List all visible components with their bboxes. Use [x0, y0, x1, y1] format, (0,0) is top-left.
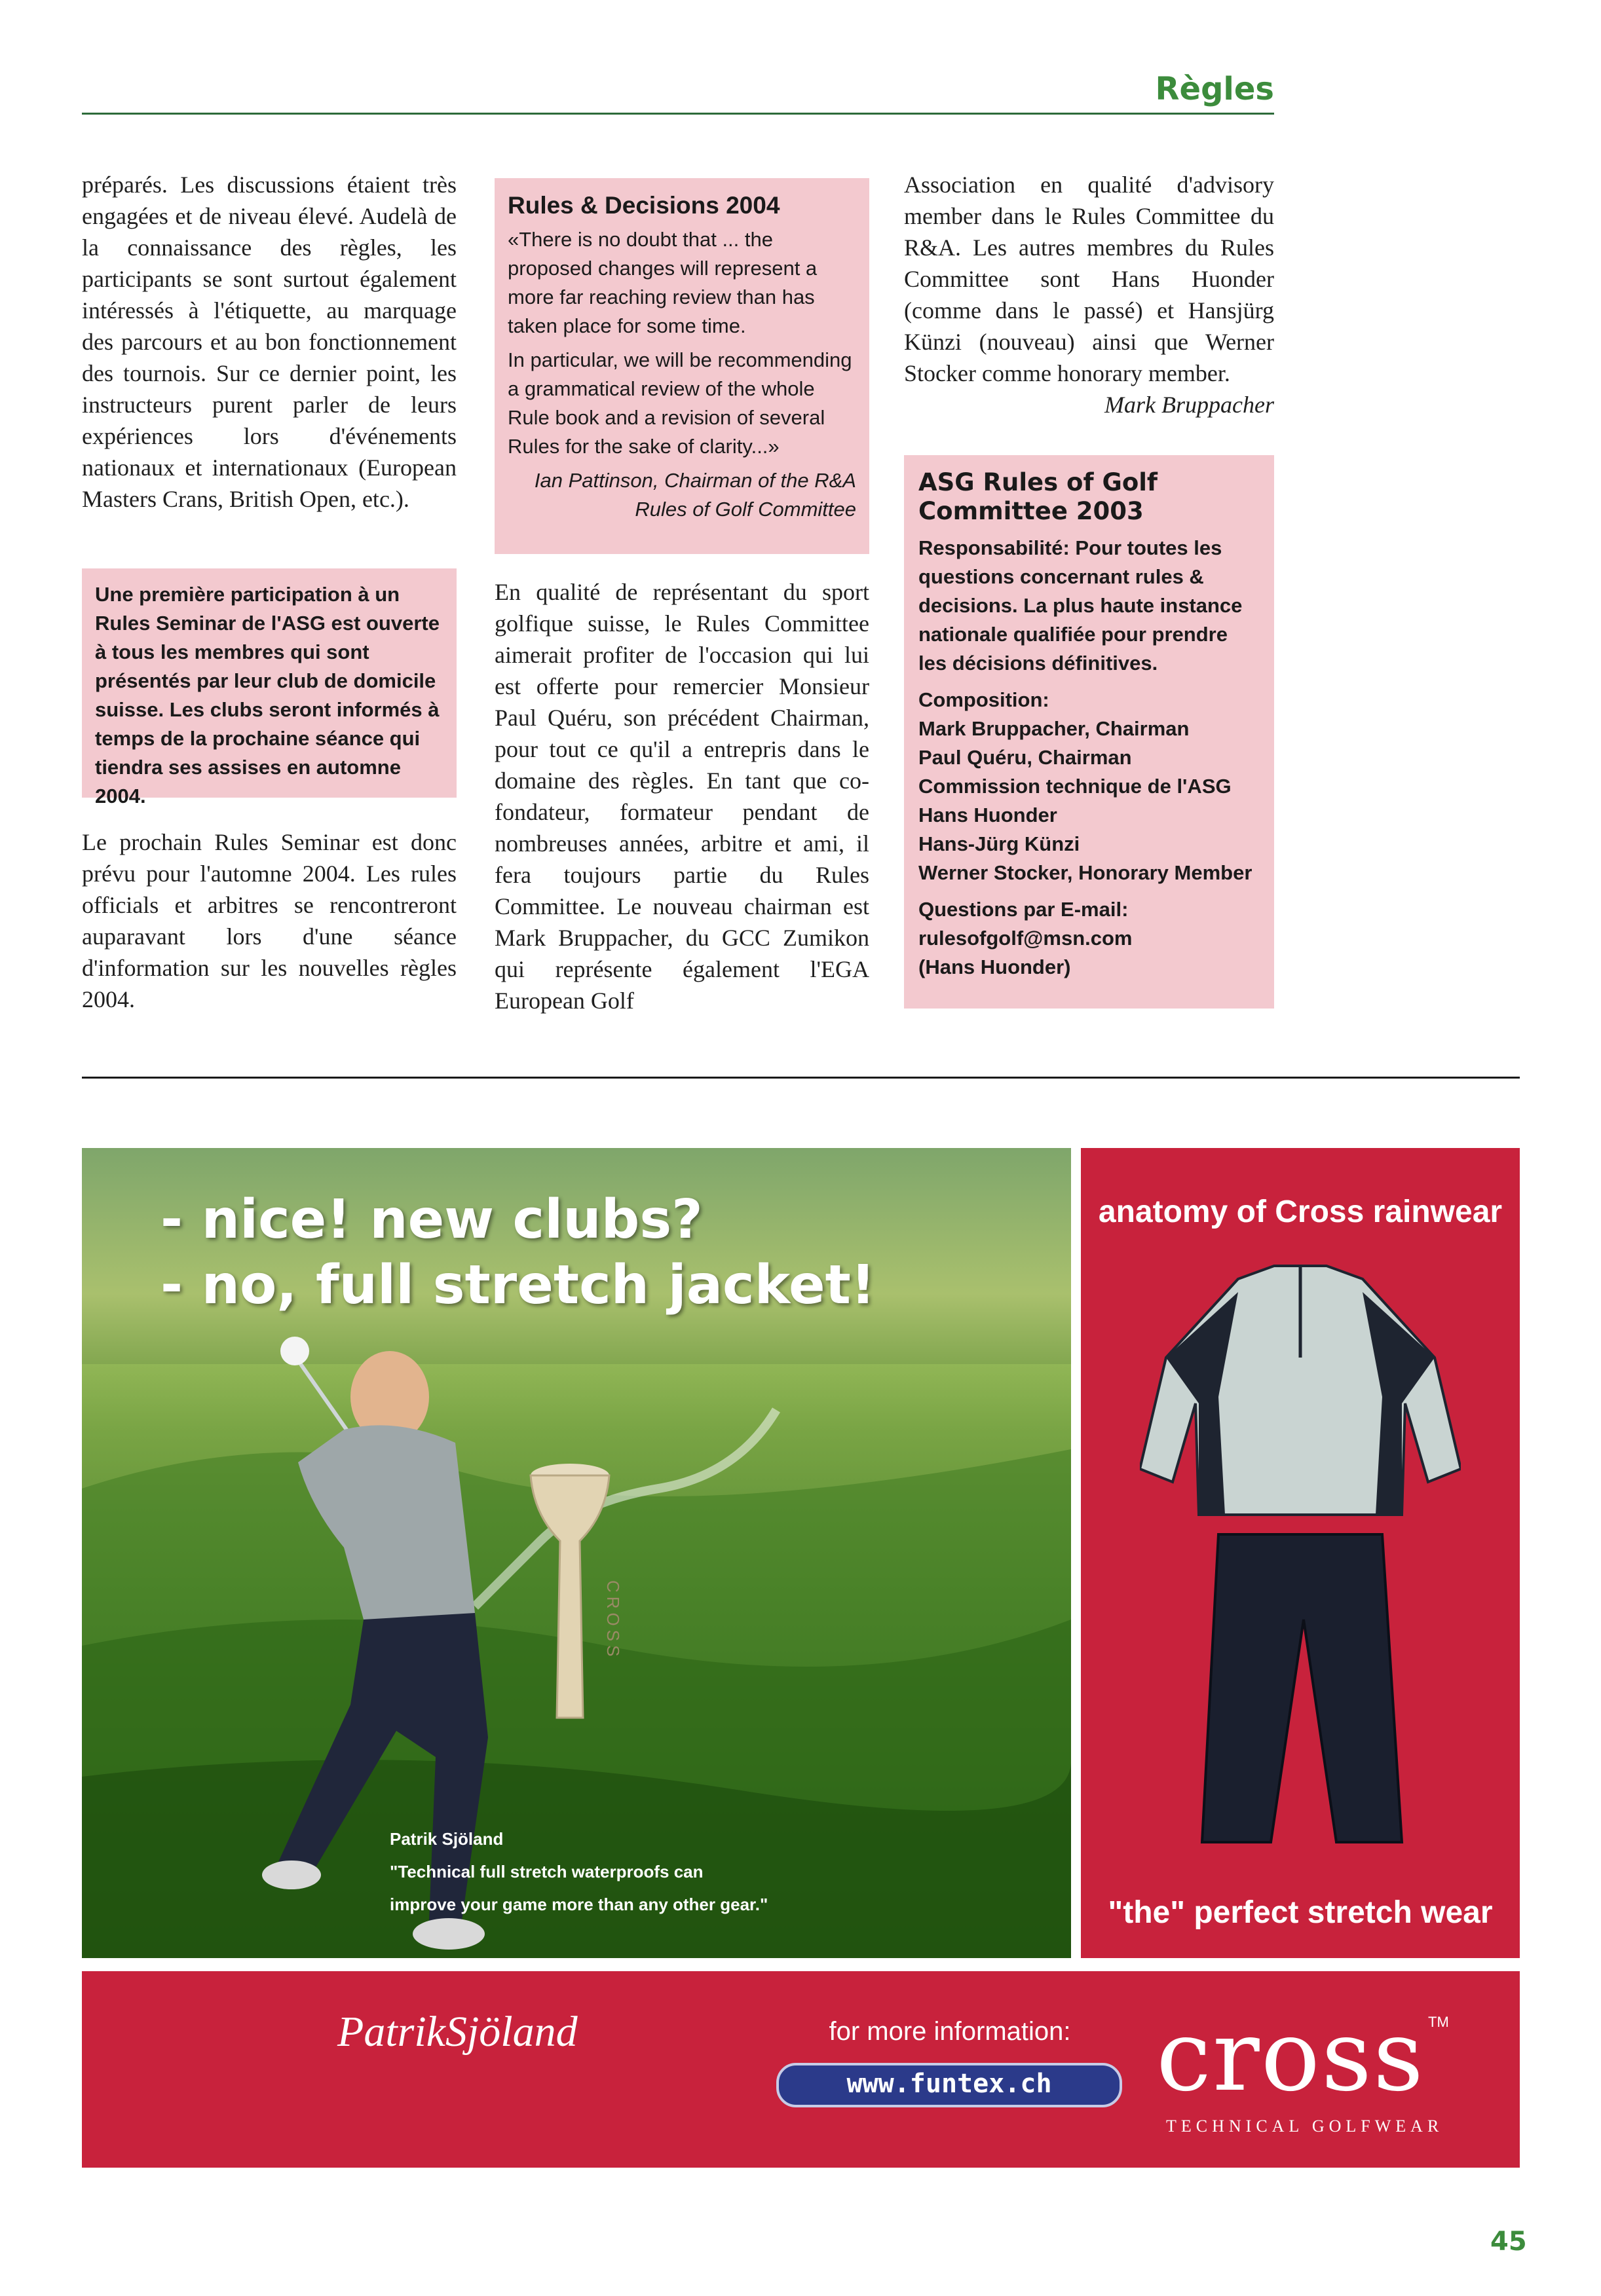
col2-paragraph: En qualité de représentant du sport golfique suisse, le Rules Committee aimerait profiter de l'occasion qui lui est offerte pour remercier Monsieur Paul Quéru, son précédent Chairman, pour tout ce qu'il a entrepris dans le domaine des règles. En tant que co-fondateur, formateur pendant de nombreuses années, arbitre et ami, il fera toujours partie du Rules Committee. Le nouveau chairman est Mark Bruppacher, du GCC Zumikon qui représente également l'EGA European Golf — [495, 579, 869, 1014]
member-6: Werner Stocker, Honorary Member — [918, 861, 1253, 884]
rules-decisions-title: Rules & Decisions 2004 — [508, 192, 780, 219]
rainwear-illustration — [1140, 1253, 1461, 1855]
committee-title: ASG Rules of Golf Committee 2003 — [918, 468, 1158, 525]
more-info-label: for more information: — [829, 2017, 1071, 2046]
member-4: Hans Huonder — [918, 804, 1057, 826]
player-quote-line-2: improve your game more than any other gear." — [390, 1895, 768, 1914]
quote-attribution: Ian Pattinson, Chairman of the R&A Rules of Golf Committee — [534, 469, 856, 521]
ad-headline — [160, 1187, 1064, 1318]
page-number: 45 — [1490, 2227, 1527, 2257]
player-quote-block — [390, 1823, 1058, 1921]
ad-photo-panel — [82, 1148, 1071, 1958]
rules-decisions-quote-2: In particular, we will be recommending a grammatical review of the whole Rule book and a revision of several Rules for the sake of clarity...» — [508, 348, 852, 458]
column-3 — [904, 169, 1274, 420]
ad-product-tagline: "the" perfect stretch wear — [1108, 1895, 1493, 1930]
rules-decisions-box — [495, 178, 869, 554]
ad-headline-line-1: - nice! new clubs? — [160, 1189, 703, 1251]
trademark-mark: TM — [1428, 2014, 1449, 2030]
ad-footer-strip — [82, 1971, 1520, 2168]
column-1-bottom — [82, 826, 457, 1015]
ad-headline-line-2: - no, full stretch jacket! — [160, 1254, 876, 1316]
col3-paragraph: Association en qualité d'advisory member dans le Rules Committee du R&A. Les autres membres du Rules Committee sont Hans Huonder (comme dans le passé) et Hansjürg Künzi (nouveau) ainsi que Werner Stocker comme honorary member. — [904, 172, 1274, 386]
questions-label: Questions par E-mail: — [918, 898, 1129, 921]
header-rule — [82, 113, 1274, 115]
member-3: Commission technique de l'ASG — [918, 775, 1232, 798]
cross-logo-subtitle: TECHNICAL GOLFWEAR — [1166, 2117, 1444, 2136]
tee-brand-text: CROSS — [603, 1580, 623, 1661]
section-title: Règles — [1155, 71, 1274, 107]
ad-product-panel — [1081, 1148, 1520, 1958]
cross-logo: cross — [1156, 1999, 1425, 2113]
ad-product-title: anatomy of Cross rainwear — [1098, 1194, 1503, 1229]
contact-email[interactable]: rulesofgolf@msn.com — [918, 927, 1133, 950]
member-2: Paul Quéru, Chairman — [918, 746, 1132, 769]
column-2 — [495, 576, 869, 1016]
committee-responsibility: Responsabilité: Pour toutes les questions concernant rules & decisions. La plus haute instance nationale qualifiée pour prendre les décisions définitives. — [918, 536, 1243, 675]
col1-paragraph-1: préparés. Les discussions étaient très engagées et de niveau élevé. Audelà de la connaissance des règles, les participants se sont surtout également intéressés à l'étiquette, au marquage des parcours et au bon fonctionnement des tournois. Sur ce dernier point, les instructeurs purent parler de leurs expériences lors d'événements nationaux et internationaux (European Masters Crans, British Open, etc.). — [82, 172, 457, 512]
section-divider — [82, 1077, 1520, 1079]
contact-name: (Hans Huonder) — [918, 955, 1071, 978]
player-name: Patrik Sjöland — [390, 1829, 504, 1849]
seminar-info-text: Une première participation à un Rules Seminar de l'ASG est ouverte à tous les membres qui sont présentés par leur club de domicile suisse. Les clubs seront informés à temps de la prochaine séance qui tiendra ses assises en automne 2004. — [95, 583, 440, 807]
member-5: Hans-Jürg Künzi — [918, 832, 1080, 855]
composition-label: Composition: — [918, 688, 1049, 711]
seminar-info-box — [82, 568, 457, 807]
player-quote-line-1: "Technical full stretch waterproofs can — [390, 1862, 704, 1881]
rules-decisions-quote-1: «There is no doubt that ... the proposed changes will represent a more far reaching review than has taken place for some time. — [508, 228, 818, 337]
member-1: Mark Bruppacher, Chairman — [918, 717, 1190, 740]
col1-paragraph-2: Le prochain Rules Seminar est donc prévu pour l'automne 2004. Les rules officials et arbitres se rencontreront auparavant lors d'une séance d'information sur les nouvelles règles 2004. — [82, 829, 457, 1012]
committee-box — [904, 455, 1274, 1009]
website-link[interactable]: www.funtex.ch — [776, 2063, 1122, 2107]
player-signature: PatrikSjöland — [337, 2008, 578, 2056]
author-signature: Mark Bruppacher — [1104, 392, 1274, 418]
column-1 — [82, 169, 457, 515]
